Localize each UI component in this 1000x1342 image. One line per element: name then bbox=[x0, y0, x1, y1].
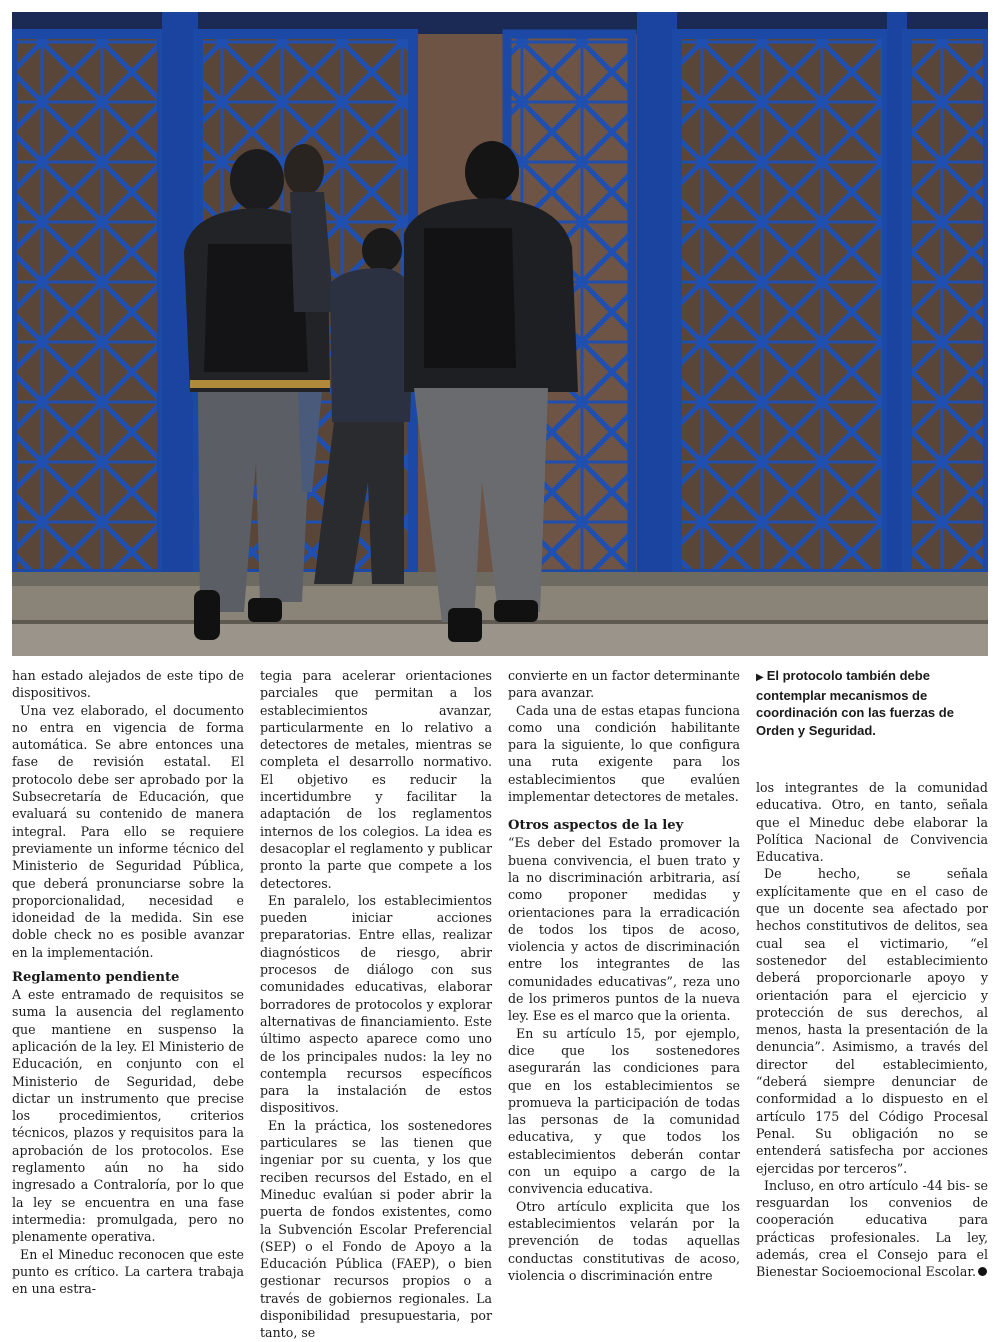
paragraph: han estado alejados de este tipo de dispositivos. bbox=[12, 668, 244, 701]
section-heading: Reglamento pendiente bbox=[12, 970, 180, 986]
paragraph: De hecho, se señala explícitamente que en el caso de que un docente sea afectado por hechos constitutivos de delitos, sea cual sea el victimario, “el sostenedor del establecimiento deberá proporcionarle apoyo y orientación para el ejercicio y protección de sus derechos, al menos, hasta la presentación de la denuncia”. Asimismo, a través del director del establecimiento, “deberá siempre denunciar de conformidad a lo dispuesto en el artículo 175 del Código Procesal Penal. Su obligación no se entenderá satisfecha por acciones ejercidas por terceros”. bbox=[756, 866, 988, 1176]
paragraph: En el Mineduc reconocen que este punto es crítico. La cartera trabaja en una estra- bbox=[12, 1246, 244, 1297]
paragraph: En su artículo 15, por ejemplo, dice que los sostenedores asegurarán las condiciones para que en los establecimientos se promueva la participación de todas las personas de la comunidad educativa, y que todos los establecimientos deberán contar con un equipo a cargo de la convivencia educativa. bbox=[508, 1025, 740, 1197]
photo-illustration bbox=[12, 12, 988, 656]
paragraph: tegia para acelerar orientaciones parciales que permitan a los establecimientos avanzar, particularmente en lo relativo a detectores de metales, mientras se completa el desarrollo normativo. El objetivo es reducir la incertidumbre y facilitar la adaptación de los reglamentos internos de los colegios. La idea es desacoplar el reglamento y publicar pronto la parte que compete a los detectores. bbox=[260, 668, 492, 891]
article-photo bbox=[12, 12, 988, 656]
paragraph: convierte en un factor determinante para avanzar. bbox=[508, 668, 740, 701]
gate-right bbox=[637, 12, 988, 574]
paragraph: “Es deber del Estado promover la buena convivencia, el buen trato y la no discriminación arbitraria, así como proponer medidas y orientaciones para la erradicación de todos los tipos de acoso, violencia y actos de discriminación entre los integrantes de las comunidades educativas”, reza uno de los primeros puntos de la nueva ley. Ese es el marco que la orienta. bbox=[508, 835, 740, 1024]
paragraph bbox=[756, 1177, 988, 1281]
paragraph-text: Incluso, en otro artículo -44 bis- se resguardan los convenios de cooperación educativa para prácticas profesionales. La ley, además, crea el Consejo para el Bienestar Socioemocional Escolar. bbox=[756, 1177, 988, 1280]
article-column-2 bbox=[260, 667, 492, 1342]
article-column-3 bbox=[508, 667, 740, 1284]
article-column-1 bbox=[12, 667, 244, 1297]
article-column-4 bbox=[756, 779, 988, 1281]
paragraph: En la práctica, los sostenedores particulares se las tienen que ingeniar por su cuenta, y los que reciben recursos del Estado, en el Mineduc evalúan si poder abrir la puerta de fondos existentes, como la Subvención Escolar Preferencial (SEP) o el Fondo de Apoyo a la Educación Pública (FAEP), o bien gestionar recursos propios o a través de gobiernos regionales. La disponibilidad presupuestaria, por tanto, se bbox=[260, 1117, 492, 1341]
paragraph: Otro artículo explicita que los establecimientos velarán por la prevención de todas aquellas conductas constitutivas de acoso, violencia o discriminación entre bbox=[508, 1198, 740, 1283]
paragraph: Una vez elaborado, el documento no entra en vigencia de forma automática. Se abre entonces una fase de revisión estatal. El protocolo debe ser aprobado por la Subsecretaría de Educación, que evaluará su contenido de manera integral. Para ello se requiere previamente un informe técnico del Ministerio de Seguridad Pública, que deberá pronunciarse sobre la proporcionalidad, necesidad e idoneidad de la medida. Sin ese doble check no es posible avanzar en la implementación. bbox=[12, 702, 244, 960]
paragraph: los integrantes de la comunidad educativa. Otro, en tanto, señala que el Mineduc debe elaborar la Política Nacional de Convivencia Educativa. bbox=[756, 780, 988, 865]
section-heading: Otros aspectos de la ley bbox=[508, 818, 684, 834]
paragraph: Cada una de estas etapas funciona como una condición habilitante para la siguiente, lo que configura una ruta exigente para los establecimientos que evalúen implementar detectores de metales. bbox=[508, 702, 740, 805]
pull-quote-text: El protocolo también debe contemplar mecanismos de coordinación con las fuerzas de Orden y Seguridad. bbox=[756, 668, 954, 738]
triangle-bullet-icon: ▶ bbox=[756, 672, 764, 683]
end-mark-icon bbox=[978, 1267, 987, 1276]
paragraph: A este entramado de requisitos se suma la ausencia del reglamento que mantiene en suspenso la aplicación de la ley. El Ministerio de Educación, en conjunto con el Ministerio de Seguridad, debe dictar un instrumento que precise los procedimientos, criterios técnicos, plazos y requisitos para la aprobación de los protocolos. Ese reglamento aún no ha sido ingresado a Contraloría, por lo que la ley se encuentra en una fase intermedia: promulgada, pero no plenamente operativa. bbox=[12, 987, 244, 1245]
paragraph: En paralelo, los establecimientos pueden iniciar acciones preparatorias. Entre ellas, realizar diagnósticos de riesgo, abrir procesos de diálogo con sus comunidades educativas, elaborar borradores de protocolos y explorar alternativas de financiamiento. Este último aspecto aparece como uno de los principales nudos: la ley no contempla recursos específicos para la instalación de estos dispositivos. bbox=[260, 892, 492, 1116]
pull-quote bbox=[756, 667, 988, 739]
